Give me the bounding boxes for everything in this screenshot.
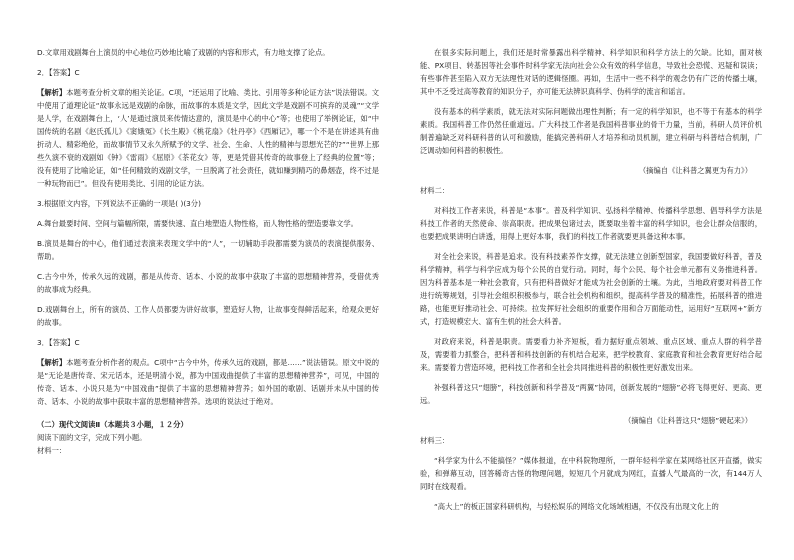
analysis-2-text: 本题考查分析文章的相关论证。C项，“还运用了比喻、类比、引用等多种论证方法”说法错误。文中使用了道理论证“故事永远是戏剧的命脉，而故事的本质是文学，因此文学是戏剧不可摈弃的灵魂”“文学是人学，在戏剧舞台上，‘人’是通过演员来传情达意的，演员是中心的中心”等；也使用了举例论证，如“中国传统的名剧《赵氏孤儿》《窦娥冤》《长生殿》《桃花扇》《牡丹亭》《西厢记》，哪一个不是在讲述具有曲折动人、精彩绝伦，而故事情节又永久所赋予的文学、社会、生命、人性的精神与思想光芒的?”“世界上那些久演不衰的戏剧如《钟》《雷雨》《屈原》《茶花女》等，更是凭借其传奇的故事登上了经典的位置”等；没有使用了比喻论证，如“任何精致的戏剧文学，一旦脱离了社会责任，就如赚到精巧的鼻烟壶，终不过是一种玩物而已”。但没有使用类比、引用的论证方法。: [37, 88, 380, 188]
source-citation: （摘编自《让科普之翼更为有力》）: [638, 166, 752, 175]
analysis-2: [37, 86, 379, 190]
analysis-tag: 【解析】: [37, 88, 67, 97]
paragraph: 对科技工作者来说，科普是“本事”。普及科学知识、弘扬科学精神、传播科学思想、倡导科学方法是科技工作者的天然使命、崇高职责。把成果包诸过去，既要取坐着丰富的科学知识，也会让群众信服的，也要把成果讲明白讲透，用得上更好本事，我们的科技工作者就要更具备这种本事。: [420, 206, 762, 241]
answer-2: 2．【答案】C: [37, 68, 80, 77]
option-3b: B.演员是舞台的中心，他们通过表演来表现文学中的“人”，一切辅助手段都需要为演员的表演提供服务、帮助。: [37, 239, 379, 261]
option-3c: C.古今中外，传承久远的戏剧，都是从传奇、话本、小说的故事中获取了丰富的思想精神营养，受借优秀的故事成为经典。: [37, 272, 379, 294]
question-3: 3.根据原文内容，下列说法不正确的一项是( )(3分): [37, 199, 201, 208]
paragraph: “高大上”的板正国家科研机构，与轻松娱乐的网络文化场域相遇，不仅没有出现文化上的: [434, 502, 719, 511]
option-3a: A.舞台最要时间、空间与篇幅所限，需要快速、直白地塑造人物性格，而人物性格的塑造要靠文学。: [37, 219, 358, 228]
left-column: [37, 46, 379, 457]
material-3-label: 材料三：: [420, 436, 450, 445]
right-column: [420, 46, 762, 513]
answer-3: 3．【答案】C: [37, 338, 80, 347]
analysis-3-text: 本题考查分析作者的观点。C项中“古今中外，传承久远的戏剧，都是……”说法错误。原文中说的是“无论是唐传奇、宋元话本，还是明清小说，都为中国戏曲提供了丰富的思想精神营养”，可见，中国的传奇、话本、小说只是为“中国戏曲”提供了丰富的思想精神营养；如外国的歌剧、话剧并未从中国的传奇、话本、小说的故事中获取丰富的思想精神营养。选项的说法过于绝对。: [37, 358, 380, 406]
material-1-label: 材料一：: [37, 446, 67, 455]
paragraph: 对全社会来说，科普是追求。没有科技素养作支撑，就无法建立创新型国家，我国要做好科普，普及科学精神，科学与科学应成为每个公民的自觉行动。同时，每个公民、每个社会单元都有义务推进科普。因为科普基本是一种社会教育，只有把科普做好才能成为社会创新的土壤。为此，当地政府要对科普工作进行统筹规划，引导社会组织积极参与，联合社会机构和组织，提高科学普及的精准性，拓展科普的推进路，也能更好推动社会、可持续。拉发挥好社会组织的重要作用和合万面能动性，运用好“互联网+”新方式，打造规模宏大、富有生机的社会大科普。: [420, 252, 762, 326]
paragraph: 补强科普这只“翅膀”，科技创新和科学普及“两翼”协同，创新发展的“翅膀”必将飞得更好、更高、更远。: [420, 383, 762, 405]
section-heading: （二）现代文阅读Ⅱ（本题共３小题，１２分）: [37, 420, 188, 429]
analysis-3: [37, 356, 379, 408]
paragraph: 对政府来说，科普是职责。需要看力补齐短板，看力据好重点领域、重点区域、重点人群的科学普及，需要着力抓整合，把科普和科技创新的有机结合起来，把学校教育、家庭教育和社会教育更好结合起来。需要着力营造环境，把科技工作者和全社会共同推进科普的积极性更好激发出来。: [420, 337, 762, 372]
option-d: D.文章用戏剧舞台上演员的中心地位巧妙地比喻了戏剧的内容和形式，有力地支撑了论点。: [37, 48, 330, 57]
source-citation: （摘编自《让科普这只“翅膀”硬起来》）: [624, 416, 752, 425]
material-2-label: 材料二：: [420, 186, 450, 195]
instructions: 阅读下面的文字，完成下列小题。: [37, 433, 147, 442]
option-3d: D.戏剧舞台上，所有的演员、工作人员都要为讲好故事，塑造好人物，让故事变得鲜活起来，给观众更好的故事。: [37, 305, 379, 327]
paragraph: “科学家为什么不能搞怪？”媒体报道，在中科院物理所，一群年轻科学家在某网络社区开直播，做实验，和弹幕互动，回答稀奇古怪的物理问题，短短几个月就成为网红，直播人气最高的一次，有144万人同时在线观看。: [420, 456, 762, 491]
paragraph: 在很多实际问题上，我们还是时常暴露出科学精神、科学知识和科学方法上的欠缺。比如，面对核能、PX项目、转基因等社会事件时科学家无法向社会公众有效的科学信息，导致社会恐慌、迟疑和误读；有些事件甚至陷入双方无法理性对话的逻辑怪圈。再如，生活中一些不科学的观念仍有广泛的传播土壤，其中不乏受过高等教育的知识分子，亦可能无法辨识真科学、伪科学的流言和谣言。: [420, 48, 762, 96]
paragraph: 没有基本的科学素质，就无法对实际问题做出理性判断；有一定的科学知识，也不等于有基本的科学素质。我国科普工作仍然任重道远。广大科技工作者是我国科普事业的骨干力量，当前，科研人员评价机制普遍缺乏对科研科普的认可和激励，能搞完善科研人才培养和动员机制，建立科研与科普结合机制，广泛调动如何科普的积极性。: [420, 107, 762, 155]
analysis-tag: 【解析】: [37, 358, 67, 367]
